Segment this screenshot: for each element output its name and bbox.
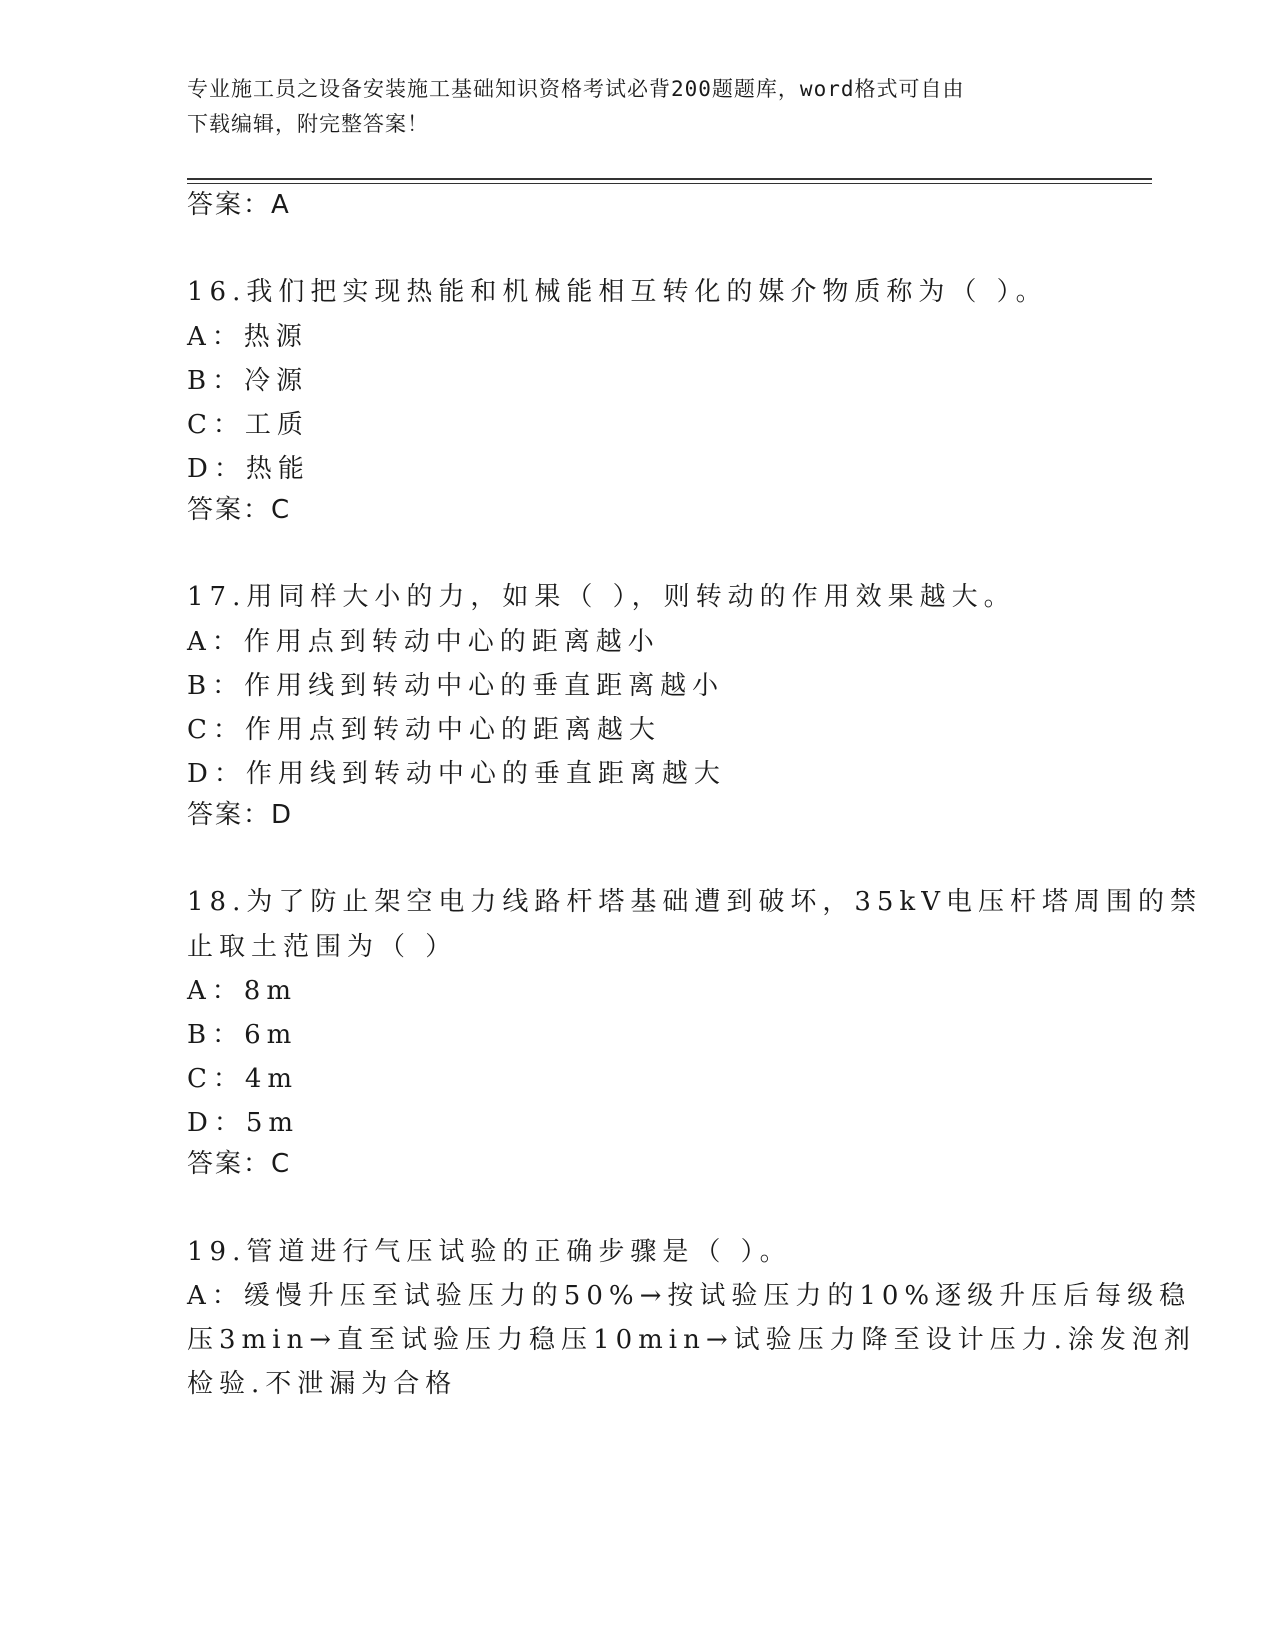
header-title-line-1: 专业施工员之设备安装施工基础知识资格考试必背200题题库，word格式可自由: [187, 77, 965, 101]
q17-answer: 答案：D: [187, 800, 294, 830]
q16-option-d: D：热能: [187, 454, 310, 484]
q19-option-a-line-1: A：缓慢升压至试验压力的50%→按试验压力的10%逐级升压后每级稳: [187, 1281, 1192, 1311]
q16-answer: 答案：C: [187, 495, 292, 525]
q17-stem: 17.用同样大小的力，如果（ ），则转动的作用效果越大。: [187, 582, 1016, 612]
q18-answer: 答案：C: [187, 1149, 292, 1179]
q18-option-c: C：4m: [187, 1064, 299, 1094]
q18-option-d: D：5m: [187, 1108, 300, 1138]
q17-option-c: C：作用点到转动中心的距离越大: [187, 715, 661, 745]
q16-option-b: B：冷源: [187, 366, 309, 396]
document-header: [187, 72, 1067, 142]
q17-option-b: B：作用线到转动中心的垂直距离越小: [187, 671, 725, 701]
q16-option-a: A：热源: [187, 322, 308, 352]
q18-stem-line-1: 18.为了防止架空电力线路杆塔基础遭到破坏，35kV电压杆塔周围的禁: [187, 887, 1202, 917]
q17-option-d: D：作用线到转动中心的垂直距离越大: [187, 759, 726, 789]
header-divider-thick: [187, 178, 1152, 180]
previous-answer: 答案：A: [187, 190, 291, 220]
q16-option-c: C：工质: [187, 410, 309, 440]
q16-stem: 16.我们把实现热能和机械能相互转化的媒介物质称为（ ）。: [187, 277, 1048, 307]
q18-stem-line-2: 止取土范围为（ ）: [187, 932, 458, 962]
q17-option-a: A：作用点到转动中心的距离越小: [187, 627, 660, 657]
q18-option-b: B：6m: [187, 1020, 298, 1050]
header-divider-thin: [187, 183, 1152, 184]
q19-option-a-line-2: 压3min→直至试验压力稳压10min→试验压力降至设计压力.涂发泡剂: [187, 1325, 1196, 1355]
header-title-line-2: 下载编辑，附完整答案！: [187, 112, 429, 136]
q18-option-a: A：8m: [187, 976, 297, 1006]
q19-stem: 19.管道进行气压试验的正确步骤是（ ）。: [187, 1237, 792, 1267]
q19-option-a-line-3: 检验.不泄漏为合格: [187, 1369, 458, 1399]
